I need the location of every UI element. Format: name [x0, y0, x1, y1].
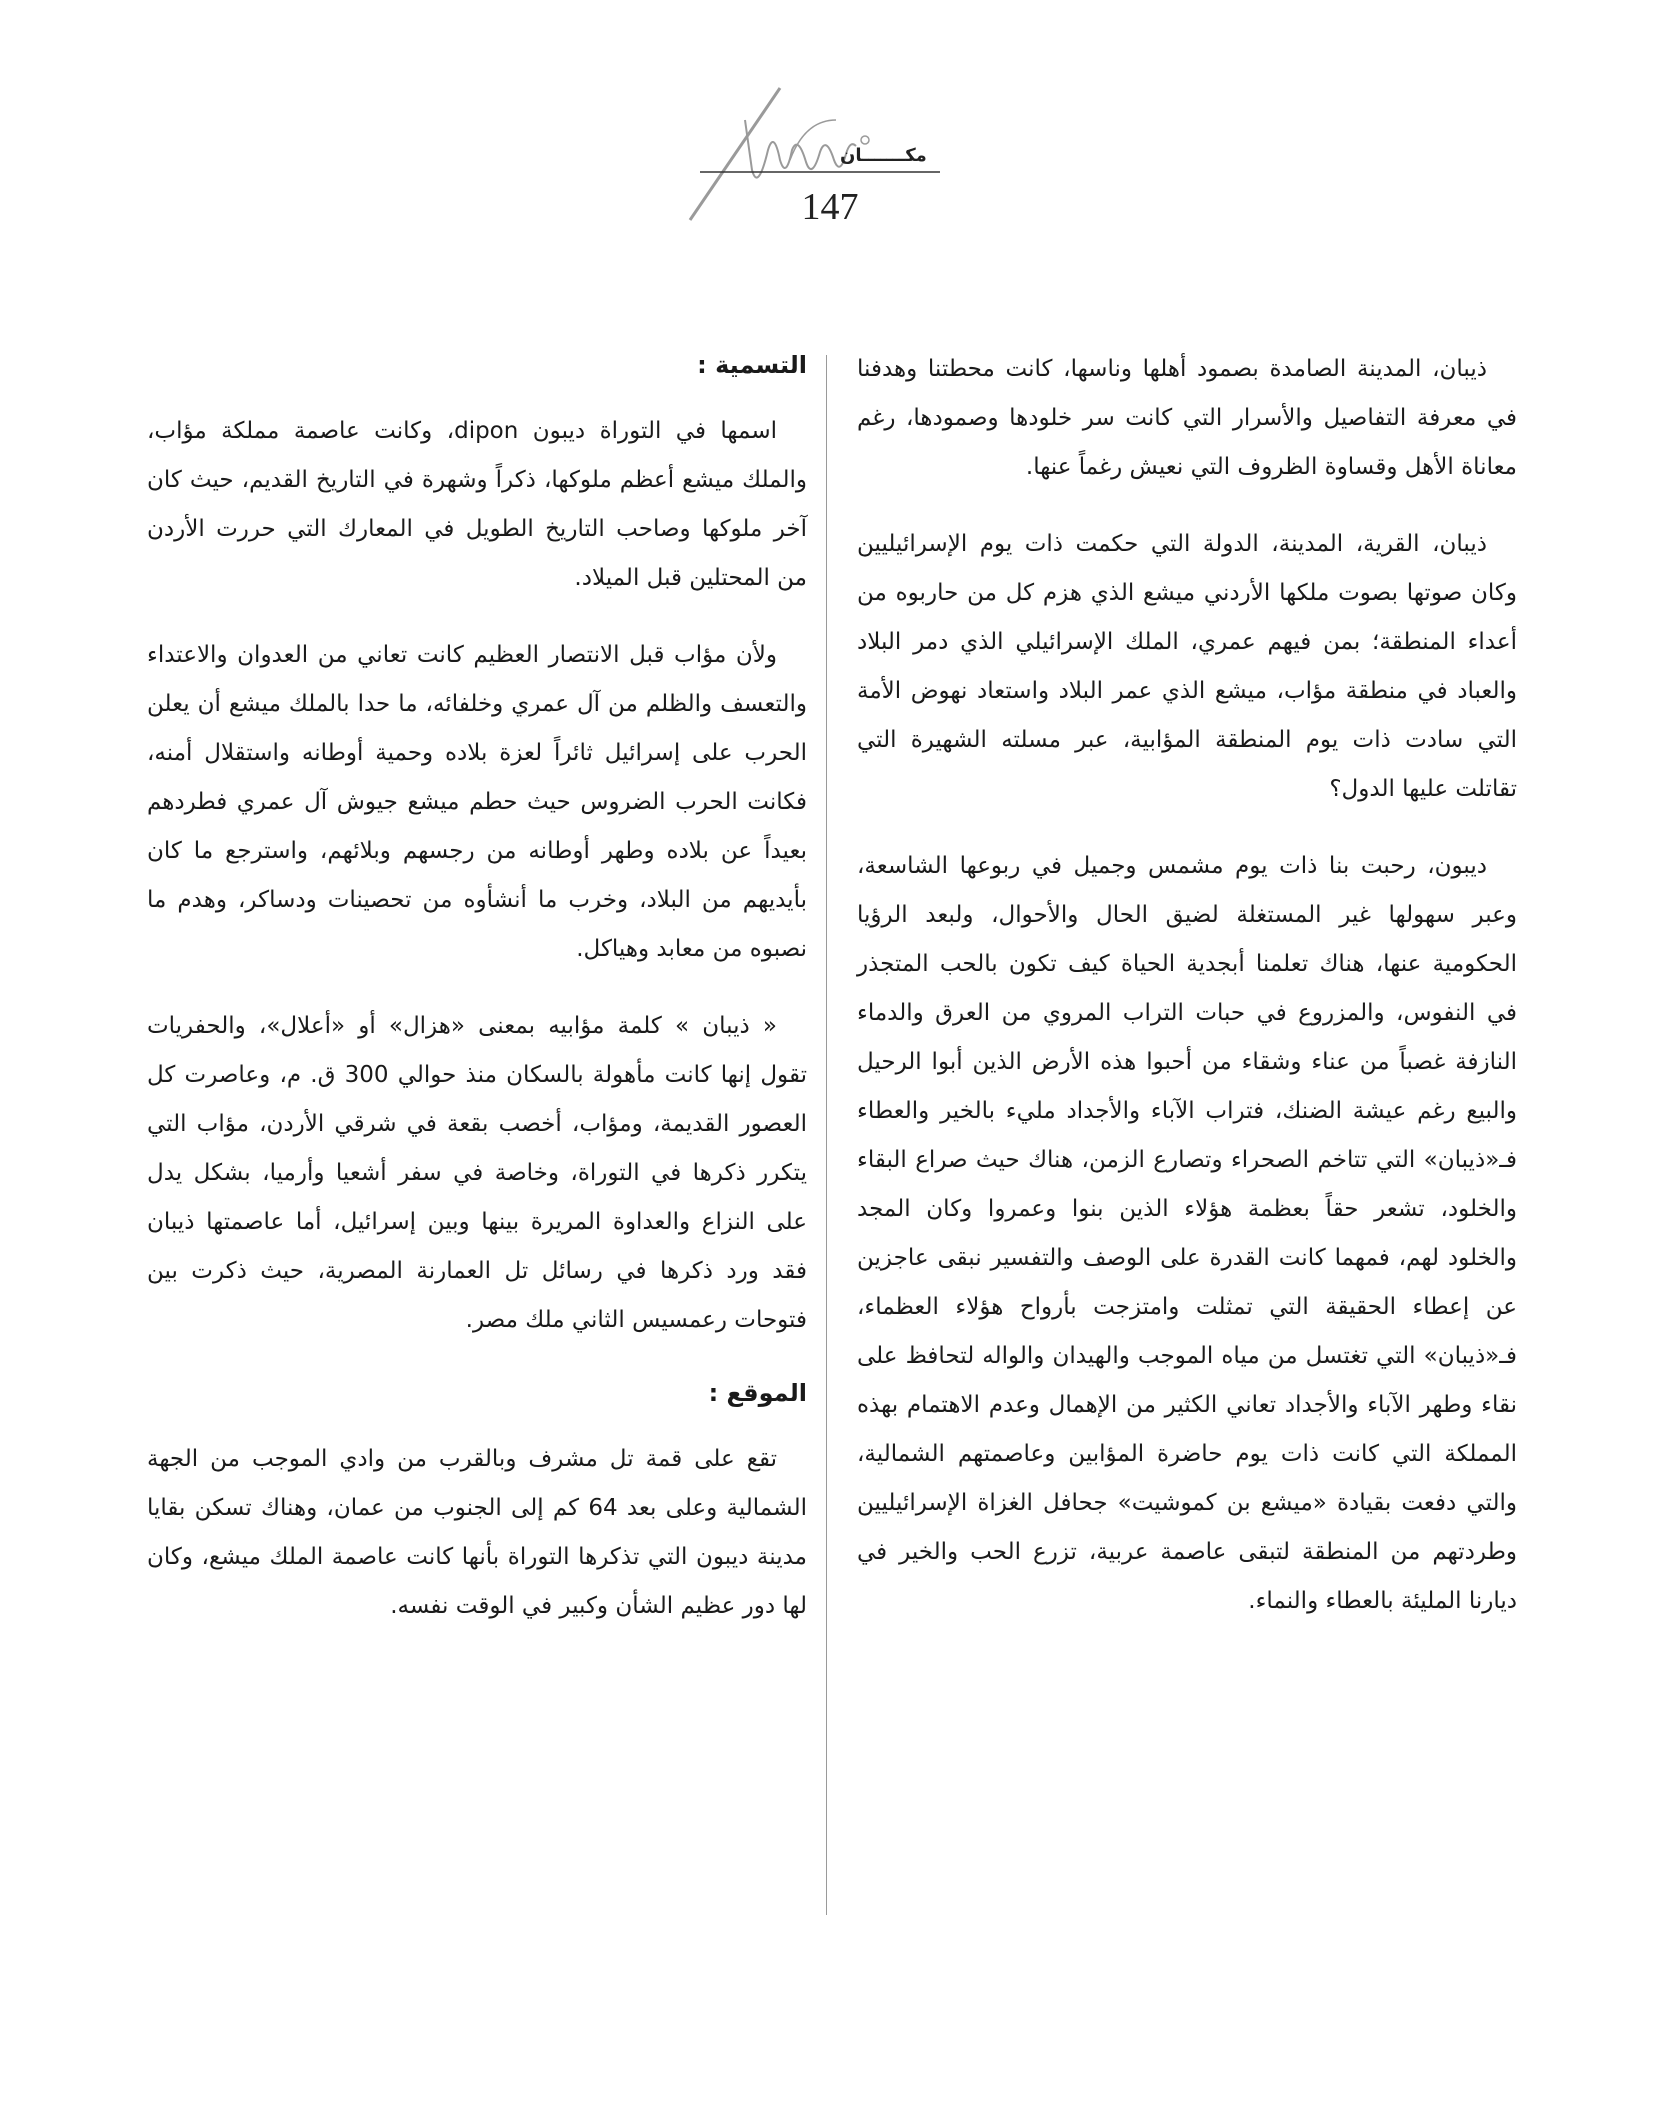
section-heading-location: الموقع : [708, 1379, 807, 1407]
section-heading-naming: التسمية : [697, 351, 807, 379]
column-divider [826, 355, 827, 1915]
paragraph: « ذيبان » كلمة مؤابيه بمعنى «هزال» أو «أعلال»، والحفريات تقول إنها كانت مأهولة بالسكان منذ حوالي 300 ق. م، وعاصرت كل العصور القديمة، ومؤاب، أخصب بقعة في شرقي الأردن، مؤاب التي يتكرر ذكرها في التوراة، وخاصة في سفر أشعيا وأرميا، بشكل يدل على النزاع والعداوة المريرة بينها وبين إسرائيل، أما عاصمتها ذيبان فقد ورد ذكرها في رسائل تل العمارنة المصرية، حيث ذكرت بين فتوحات رعمسيس الثاني ملك مصر. [147, 1013, 807, 1333]
paragraph: ولأن مؤاب قبل الانتصار العظيم كانت تعاني من العدوان والاعتداء والتعسف والظلم من آل عمري وخلفائه، ما حدا بالملك ميشع أن يعلن الحرب على إسرائيل ثائراً لعزة بلاده وحمية أوطانه واستقلال أمنه، فكانت الحرب الضروس حيث حطم ميشع جيوش آل عمري فطردهم بعيداً عن بلاده وطهر أوطانه من رجسهم وبلائهم، واسترجع ما كان بأيديهم من البلاد، وخرب ما أنشأوه من تحصينات ودساكر، وهدم ما نصبوه من معابد وهياكل. [147, 642, 807, 962]
paragraph: ذيبان، المدينة الصامدة بصمود أهلها وناسها، كانت محطتنا وهدفنا في معرفة التفاصيل والأسرار التي كانت سر خلودها وصمودها، رغم معاناة الأهل وقساوة الظروف التي نعيش رغماً عنها. [857, 356, 1517, 480]
paragraph: ذيبان، القرية، المدينة، الدولة التي حكمت ذات يوم الإسرائيليين وكان صوتها بصوت ملكها الأردني ميشع الذي هزم كل من حاربوه من أعداء المنطقة؛ بمن فيهم عمري، الملك الإسرائيلي الذي دمر البلاد والعباد في منطقة مؤاب، ميشع الذي عمر البلاد واستعاد نهوض الأمة التي سادت ذات يوم المنطقة المؤابية، عبر مسلته الشهيرة التي تقاتلت عليها الدول؟ [857, 531, 1517, 802]
paragraph: ديبون، رحبت بنا ذات يوم مشمس وجميل في ربوعها الشاسعة، وعبر سهولها غير المستغلة لضيق الحال والأحوال، ولبعد الرؤيا الحكومية عنها، هناك تعلمنا أبجدية الحياة كيف تكون بالحب المتجذر في النفوس، والمزروع في حبات التراب المروي من العرق والدماء النازفة غصباً من عناء وشقاء من أحبوا هذه الأرض الذين أبوا الرحيل والبيع رغم عيشة الضنك، فتراب الآباء والأجداد مليء بالخير والعطاء فـ«ذيبان» التي تتاخم الصحراء وتصارع الزمن، هناك حيث صراع البقاء والخلود، تشعر حقاً بعظمة هؤلاء الذين بنوا وعمروا وكان المجد والخلود لهم، فمهما كانت القدرة على الوصف والتفسير نبقى عاجزين عن إعطاء الحقيقة التي تمثلت وامتزجت بأرواح هؤلاء العظماء، فـ«ذيبان» التي تغتسل من مياه الموجب والهيدان والواله لتحافظ على نقاء وطهر الآباء والأجداد تعاني الكثير من الإهمال وعدم الاهتمام بهذه المملكة التي كانت ذات يوم حاضرة المؤابين وعاصمتهم الشمالية، والتي دفعت بقيادة «ميشع بن كموشيت» جحافل الغزاة الإسرائيليين وطردتهم من المنطقة لتبقى عاصمة عربية، تزرع الحب والخير في ديارنا المليئة بالعطاء والنماء. [857, 853, 1517, 1614]
paragraph: تقع على قمة تل مشرف وبالقرب من وادي الموجب من الجهة الشمالية وعلى بعد 64 كم إلى الجنوب من عمان، وهناك تسكن بقايا مدينة ديبون التي تذكرها التوراة بأنها كانت عاصمة الملك ميشع، وكان لها دور عظيم الشأن وكبير في الوقت نفسه. [147, 1446, 807, 1619]
left-column [147, 345, 807, 1659]
right-column [857, 345, 1517, 1654]
paragraph: اسمها في التوراة ديبون dipon، وكانت عاصمة مملكة مؤاب، والملك ميشع أعظم ملوكها، ذكراً وشهرة في التاريخ القديم، حيث كان آخر ملوكها وصاحب التاريخ الطويل في المعارك التي حررت الأردن من المحتلين قبل الميلاد. [147, 418, 807, 591]
magazine-name: مكـــــــان [840, 145, 927, 166]
page-number: 147 [801, 186, 859, 228]
